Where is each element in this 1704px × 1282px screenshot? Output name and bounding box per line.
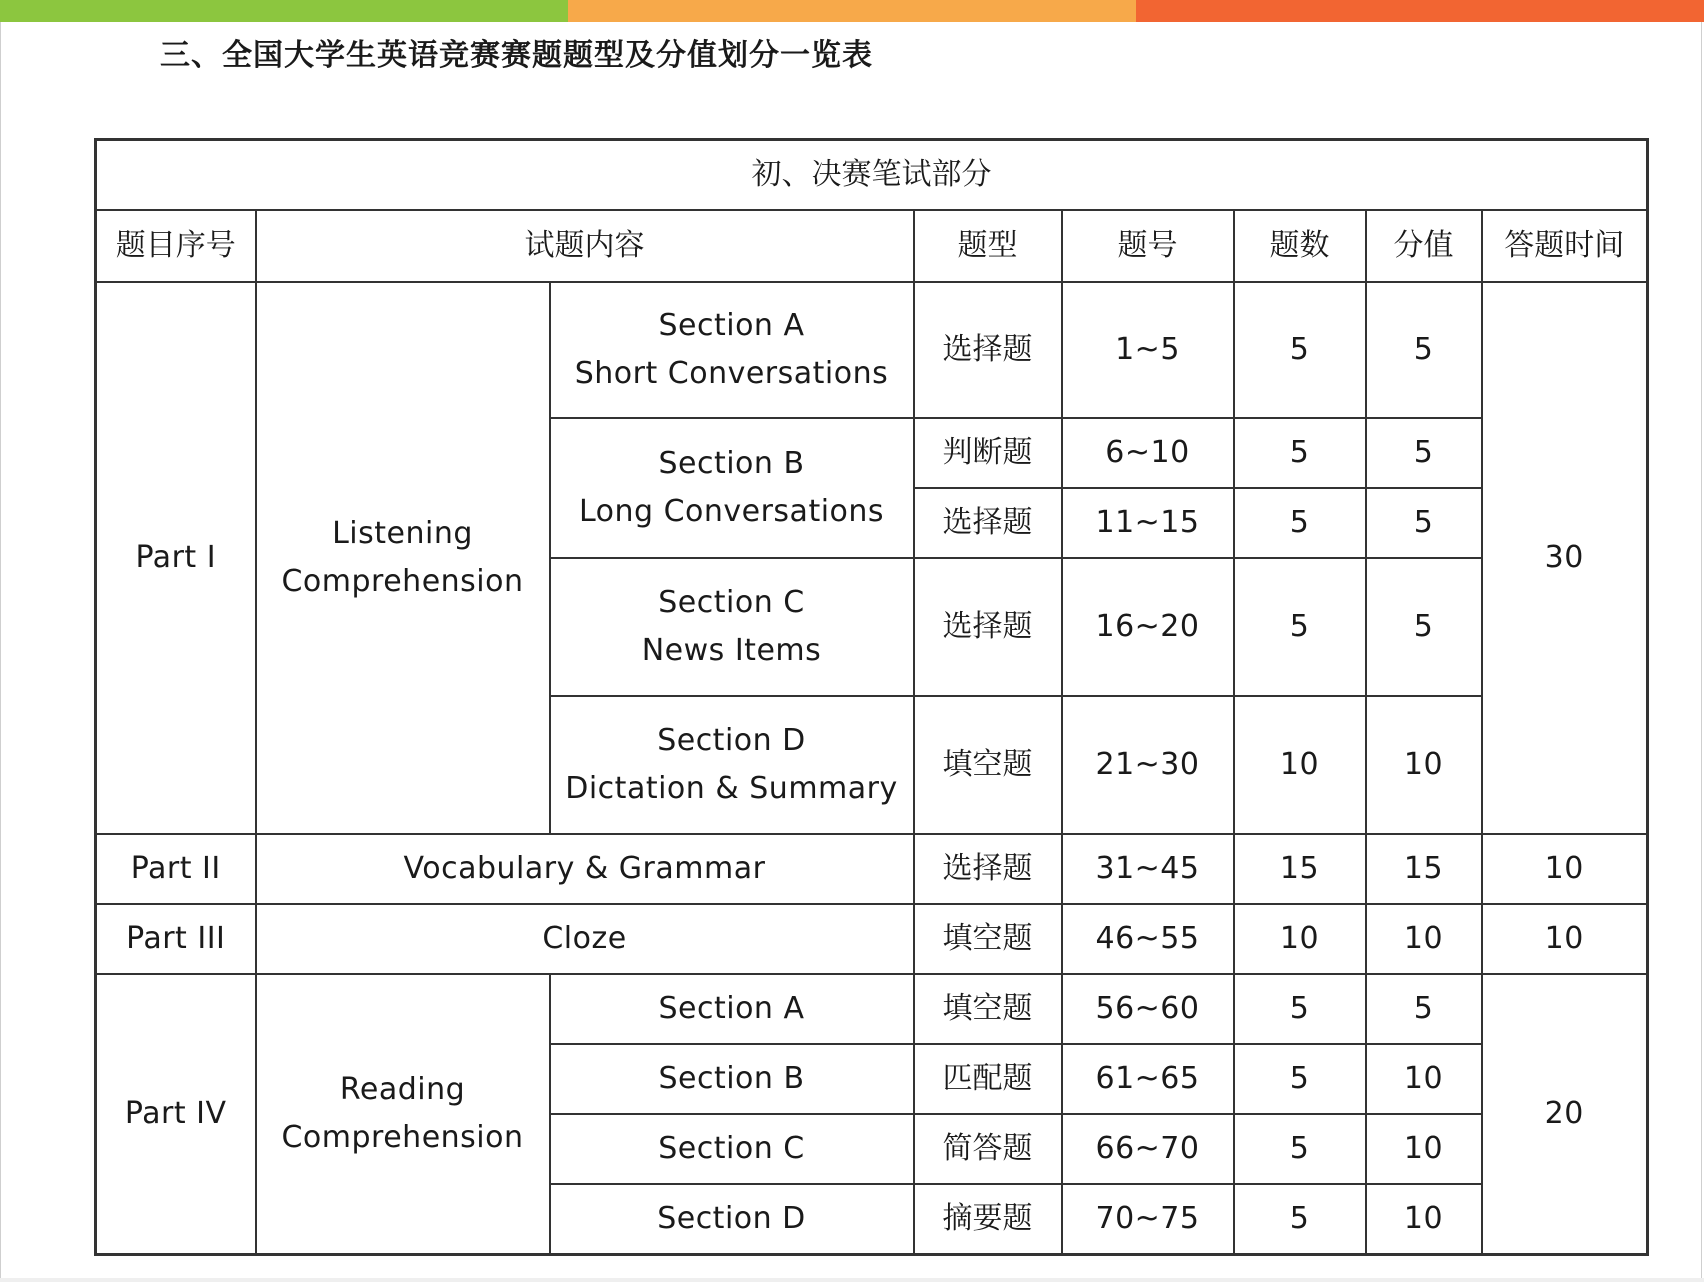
page-bottom-edge: [0, 1278, 1704, 1282]
color-band-green: [0, 0, 568, 22]
part4-content-line2: Comprehension: [281, 1119, 524, 1155]
header-row: [96, 210, 1648, 282]
part4-time: 20: [1482, 974, 1648, 1254]
part3-score: 10: [1366, 904, 1482, 974]
part1-c-type: 选择题: [914, 558, 1062, 696]
part4-b-type: 匹配题: [914, 1044, 1062, 1114]
part1-content: [256, 282, 550, 834]
part1-section-a-line1: Section A: [658, 308, 805, 343]
part4-c-count: 5: [1234, 1114, 1366, 1184]
part2-score: 15: [1366, 834, 1482, 904]
part2-numbers: 31~45: [1062, 834, 1234, 904]
color-band-orange: [568, 0, 1136, 22]
part3-time: 10: [1482, 904, 1648, 974]
part1-section-d-line2: Dictation & Summary: [565, 771, 898, 806]
table-caption: 初、决赛笔试部分: [96, 140, 1648, 211]
part1-a-numbers: 1~5: [1062, 282, 1234, 418]
part4-c-numbers: 66~70: [1062, 1114, 1234, 1184]
part2-count: 15: [1234, 834, 1366, 904]
part1-b2-count: 5: [1234, 488, 1366, 558]
part1-section-b-line1: Section B: [658, 446, 805, 481]
part2-type: 选择题: [914, 834, 1062, 904]
part1-a-type: 选择题: [914, 282, 1062, 418]
part4-d-count: 5: [1234, 1184, 1366, 1254]
part1-section-d: [550, 696, 914, 834]
part1-d-numbers: 21~30: [1062, 696, 1234, 834]
header-numbers: 题号: [1062, 210, 1234, 282]
part4-section-c: Section C: [550, 1114, 914, 1184]
part4-b-numbers: 61~65: [1062, 1044, 1234, 1114]
part1-b2-numbers: 11~15: [1062, 488, 1234, 558]
part1-section-a-line2: Short Conversations: [574, 356, 889, 391]
part4-d-type: 摘要题: [914, 1184, 1062, 1254]
table-row: [96, 904, 1648, 974]
document-title: 三、全国大学生英语竞赛赛题题型及分值划分一览表: [160, 38, 873, 73]
part3-label: Part III: [96, 904, 256, 974]
table-row: [96, 834, 1648, 904]
part1-b2-type: 选择题: [914, 488, 1062, 558]
part3-type: 填空题: [914, 904, 1062, 974]
part4-d-score: 10: [1366, 1184, 1482, 1254]
part4-content: [256, 974, 550, 1254]
part4-section-a: Section A: [550, 974, 914, 1044]
part4-a-score: 5: [1366, 974, 1482, 1044]
part4-c-type: 简答题: [914, 1114, 1062, 1184]
part2-time: 10: [1482, 834, 1648, 904]
part4-section-d: Section D: [550, 1184, 914, 1254]
part4-d-numbers: 70~75: [1062, 1184, 1234, 1254]
part1-section-c-line2: News Items: [641, 633, 822, 668]
part1-section-a: [550, 282, 914, 418]
part1-b2-score: 5: [1366, 488, 1482, 558]
part4-content-line1: Reading: [339, 1071, 466, 1107]
part1-section-d-line1: Section D: [657, 723, 806, 758]
part4-c-score: 10: [1366, 1114, 1482, 1184]
part4-a-count: 5: [1234, 974, 1366, 1044]
part1-c-numbers: 16~20: [1062, 558, 1234, 696]
header-type: 题型: [914, 210, 1062, 282]
part4-b-count: 5: [1234, 1044, 1366, 1114]
part3-numbers: 46~55: [1062, 904, 1234, 974]
part1-section-b-line2: Long Conversations: [578, 494, 885, 529]
part1-d-count: 10: [1234, 696, 1366, 834]
header-time: 答题时间: [1482, 210, 1648, 282]
part1-content-line1: Listening: [332, 516, 473, 551]
part1-d-score: 10: [1366, 696, 1482, 834]
part1-b1-type: 判断题: [914, 418, 1062, 488]
part1-section-c-line1: Section C: [658, 585, 805, 620]
part1-c-count: 5: [1234, 558, 1366, 696]
part4-section-b: Section B: [550, 1044, 914, 1114]
part2-content: Vocabulary & Grammar: [256, 834, 914, 904]
header-count: 题数: [1234, 210, 1366, 282]
part1-b1-count: 5: [1234, 418, 1366, 488]
table-row: [96, 282, 1648, 418]
part4-a-type: 填空题: [914, 974, 1062, 1044]
part1-section-c: [550, 558, 914, 696]
part3-content: Cloze: [256, 904, 914, 974]
part1-b1-numbers: 6~10: [1062, 418, 1234, 488]
header-score: 分值: [1366, 210, 1482, 282]
part3-count: 10: [1234, 904, 1366, 974]
color-band: [0, 0, 1704, 22]
part1-b1-score: 5: [1366, 418, 1482, 488]
part1-section-b: [550, 418, 914, 558]
part4-a-numbers: 56~60: [1062, 974, 1234, 1044]
part4-label: Part IV: [96, 974, 256, 1254]
part2-label: Part II: [96, 834, 256, 904]
header-part: 题目序号: [96, 210, 256, 282]
score-table: [94, 138, 1649, 1256]
header-content: 试题内容: [256, 210, 914, 282]
part1-a-count: 5: [1234, 282, 1366, 418]
part1-content-line2: Comprehension: [281, 564, 524, 599]
part1-a-score: 5: [1366, 282, 1482, 418]
table-row: [96, 974, 1648, 1044]
part4-b-score: 10: [1366, 1044, 1482, 1114]
color-band-red: [1136, 0, 1704, 22]
part1-d-type: 填空题: [914, 696, 1062, 834]
part1-c-score: 5: [1366, 558, 1482, 696]
part1-time: 30: [1482, 282, 1648, 834]
part1-label: Part I: [96, 282, 256, 834]
